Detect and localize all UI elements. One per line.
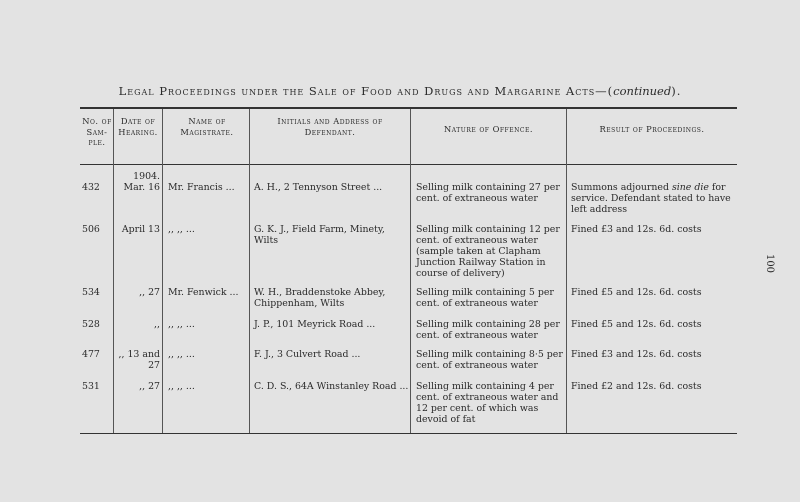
hearing-date: ,, 13 and 27 (118, 349, 160, 371)
header-defendant: Initials and Address of Defendant. (277, 116, 383, 137)
page-number: 100 (764, 253, 776, 274)
offence: Selling milk containing 12 per cent. of extraneous water (sample taken at Clapham Junction Railway Station in course of delivery) (416, 224, 560, 279)
header-result: Result of Proceedings. (599, 124, 705, 134)
hearing-date: ,, (154, 319, 160, 330)
sample-number: 534 (82, 287, 100, 298)
defendant: W. H., Braddenstoke Abbey, Chippenham, Wilts (254, 287, 386, 309)
sample-number: 531 (82, 381, 100, 392)
result: Fined £2 and 12s. 6d. costs (571, 381, 702, 392)
result: Summons adjourned sine die for service. Defendant stated to have left address (571, 182, 731, 215)
hearing-date: ,, 27 (139, 381, 160, 392)
magistrate-name: ,, ,, ... (168, 381, 195, 392)
hearing-date: April 13 (121, 224, 160, 235)
top-rule (80, 107, 737, 109)
sample-number: 432 (82, 182, 100, 193)
result: Fined £5 and 12s. 6d. costs (571, 287, 702, 298)
magistrate-name: ,, ,, ... (168, 224, 195, 235)
sample-number: 506 (82, 224, 100, 235)
offence: Selling milk containing 28 per cent. of extraneous water (416, 319, 560, 341)
header-rule (80, 164, 737, 165)
defendant: A. H., 2 Tennyson Street ... (254, 182, 383, 193)
offence: Selling milk containing 27 per cent. of extraneous water (416, 182, 560, 204)
column-divider (249, 109, 250, 433)
sample-number: 477 (82, 349, 100, 360)
result: Fined £3 and 12s. 6d. costs (571, 224, 702, 235)
offence: Selling milk containing 4 per cent. of extraneous water and 12 per cent. of which was devoid of fat (416, 381, 559, 425)
defendant: G. K. J., Field Farm, Minety, Wilts (254, 224, 385, 246)
offence: Selling milk containing 5 per cent. of extraneous water (416, 287, 554, 309)
page-title: Legal Proceedings under the Sale of Food and Drugs and Margarine Acts—(continued). (118, 84, 682, 98)
column-divider (566, 109, 567, 433)
hearing-date: ,, 27 (139, 287, 160, 298)
bottom-rule (80, 433, 737, 434)
column-divider (162, 109, 163, 433)
magistrate-name: Mr. Fenwick ... (168, 287, 239, 298)
header-sample-no: No. of Sam-ple. (82, 116, 112, 147)
defendant: F. J., 3 Culvert Road ... (254, 349, 361, 360)
hearing-date: Mar. 16 (123, 182, 160, 193)
offence: Selling milk containing 8·5 per cent. of extraneous water (416, 349, 563, 371)
header-date-of-hearing: Date of Hearing. (118, 116, 158, 137)
defendant: C. D. S., 64A Winstanley Road ... (254, 381, 409, 392)
result: Fined £3 and 12s. 6d. costs (571, 349, 702, 360)
hearing-year: 1904. (133, 171, 160, 182)
header-magistrate: Name of Magistrate. (180, 116, 234, 137)
magistrate-name: Mr. Francis ... (168, 182, 235, 193)
magistrate-name: ,, ,, ... (168, 319, 195, 330)
defendant: J. P., 101 Meyrick Road ... (254, 319, 376, 330)
header-offence: Nature of Offence. (444, 124, 533, 134)
result: Fined £5 and 12s. 6d. costs (571, 319, 702, 330)
magistrate-name: ,, ,, ... (168, 349, 195, 360)
column-divider (410, 109, 411, 433)
sample-number: 528 (82, 319, 100, 330)
